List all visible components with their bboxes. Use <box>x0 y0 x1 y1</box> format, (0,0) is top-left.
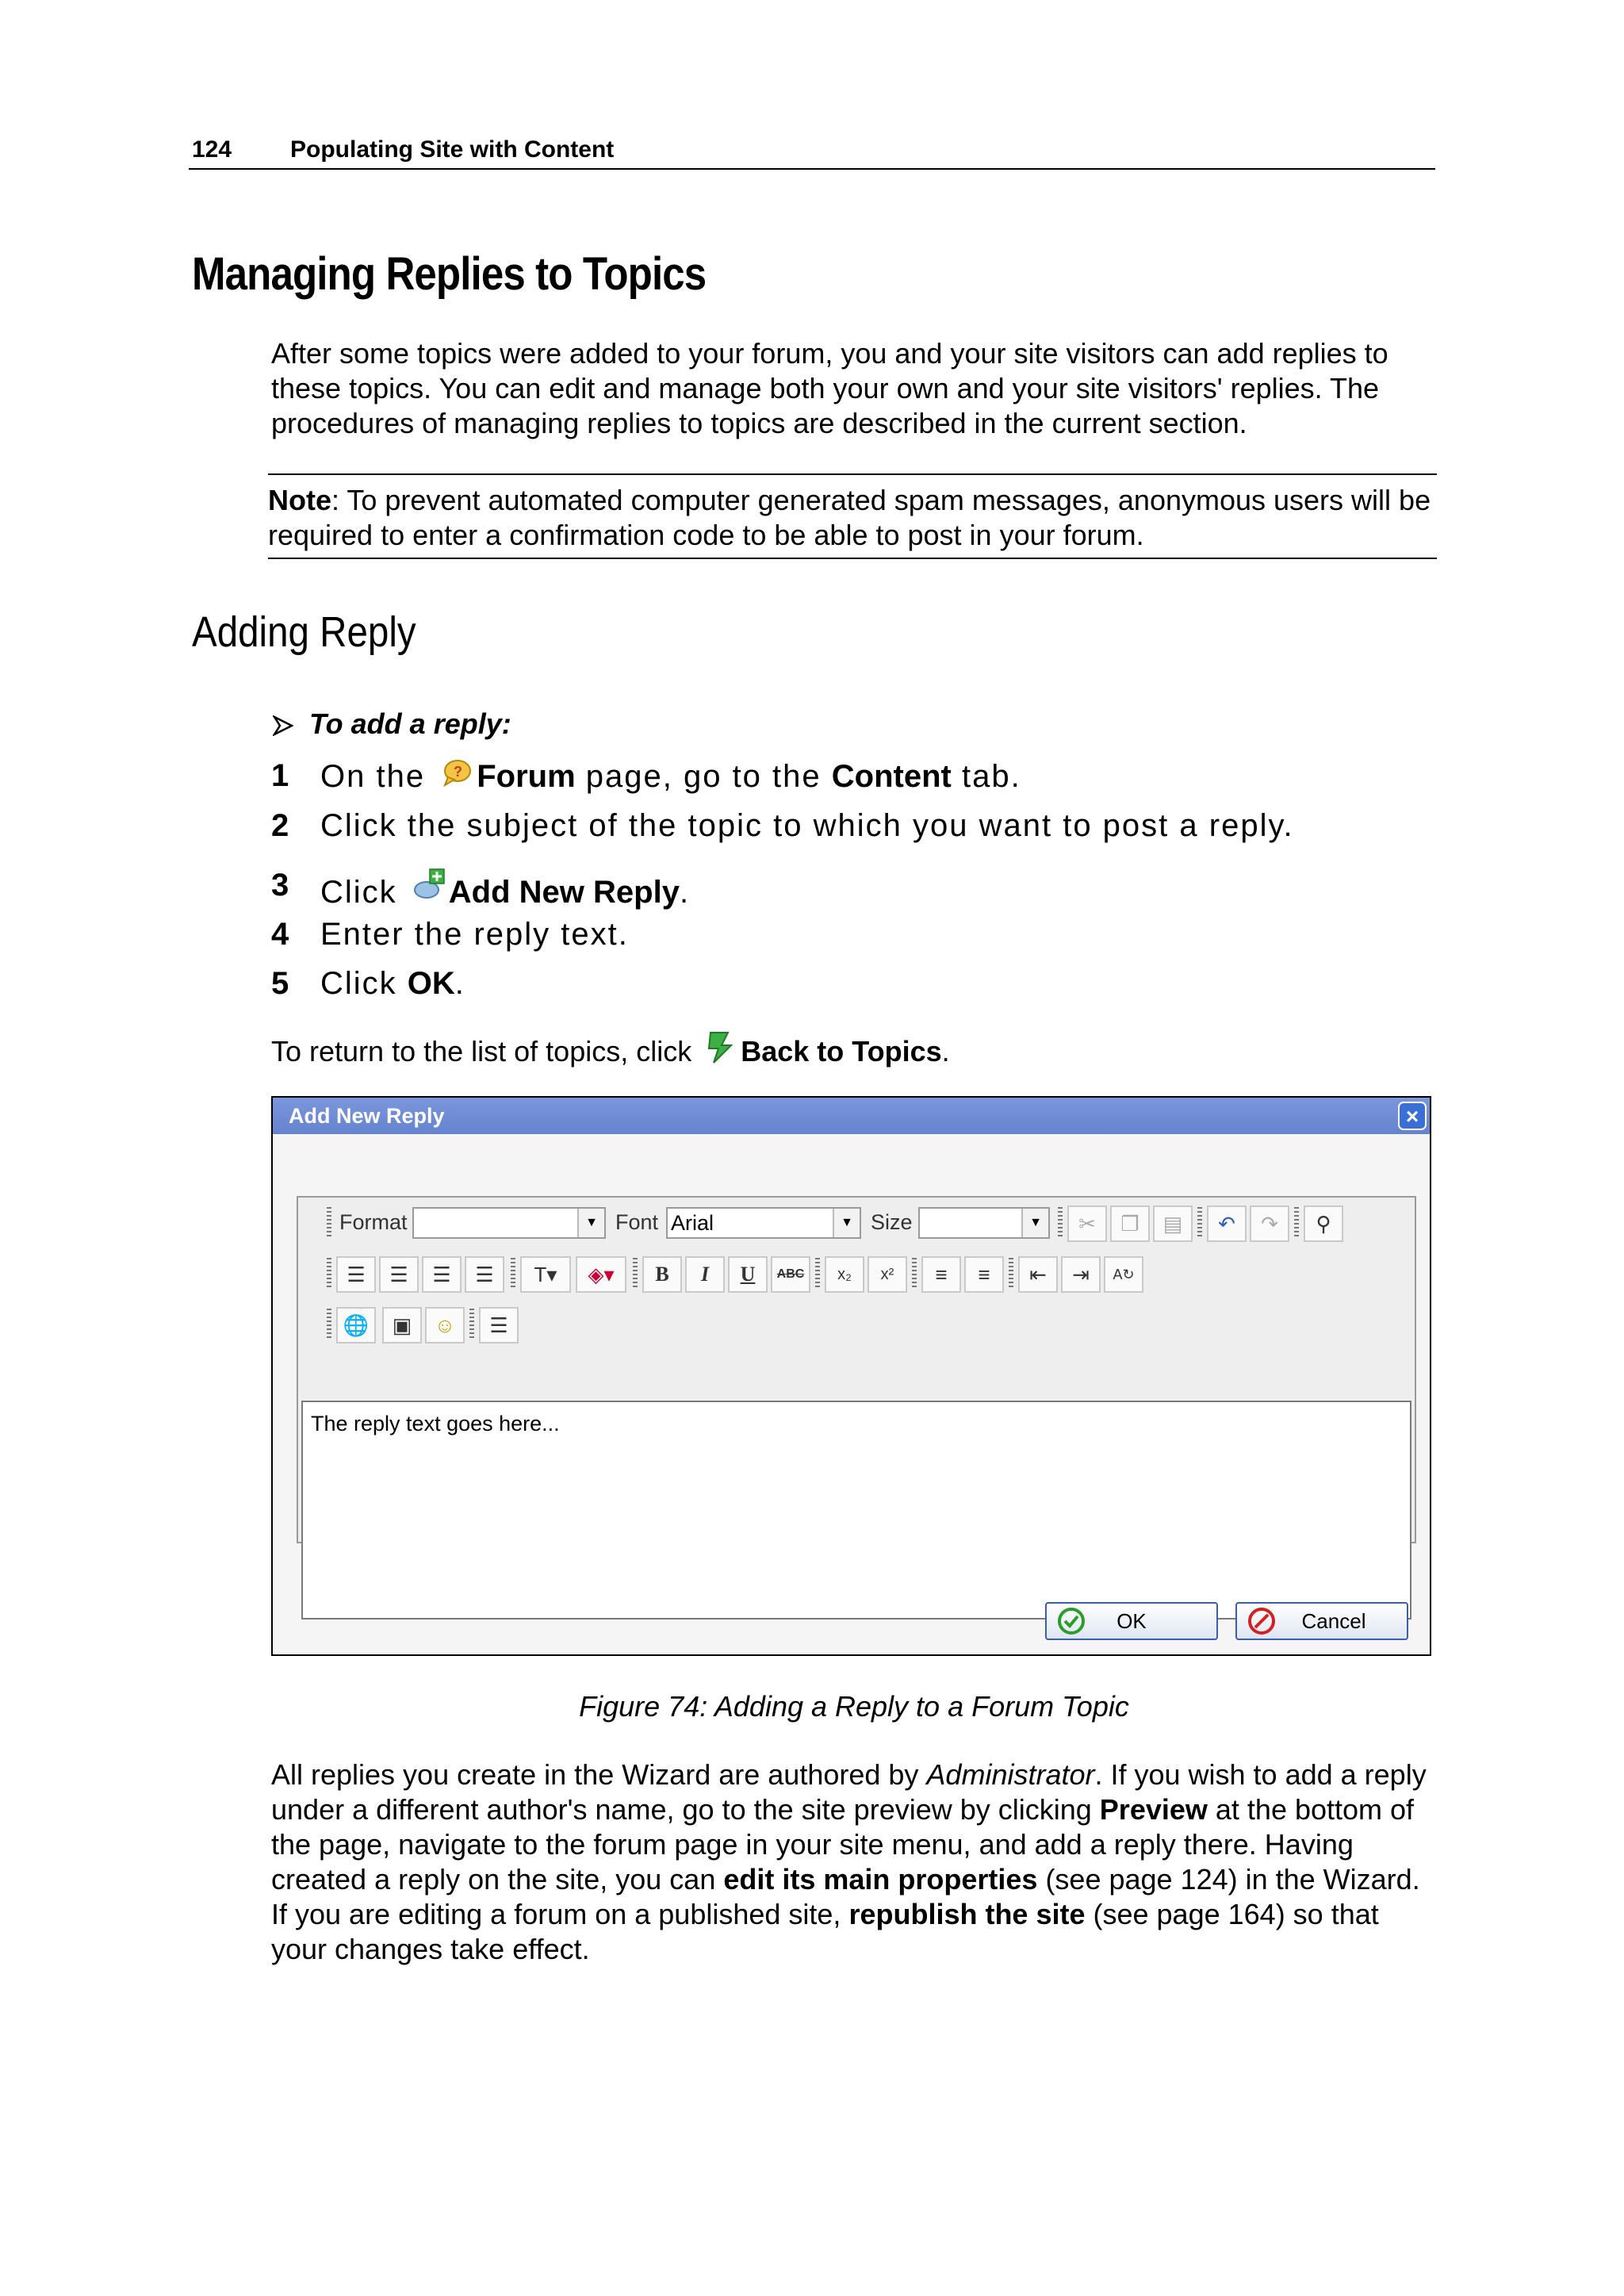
page-title: Managing Replies to Topics <box>192 248 707 300</box>
dialog-title: Add New Reply <box>289 1104 445 1128</box>
cancel-button[interactable] <box>1235 1602 1408 1640</box>
highlight-color-icon[interactable]: ◈▾ <box>576 1256 626 1293</box>
editor-text: The reply text goes here... <box>311 1412 560 1435</box>
strikethrough-icon[interactable]: ABC <box>771 1256 810 1293</box>
back-instruction <box>271 1029 950 1068</box>
image-icon[interactable]: ▣ <box>382 1307 422 1343</box>
horizontal-rule-icon[interactable]: ☰ <box>479 1307 519 1343</box>
bold-icon[interactable]: B <box>642 1256 682 1293</box>
step-text: Enter the reply text. <box>320 917 629 952</box>
step-number: 2 <box>271 808 289 843</box>
back-end: . <box>941 1035 950 1068</box>
outro-text: . If you wish to add a reply under a different author's name, go to the site preview by clicking <box>271 1758 1427 1826</box>
ok-label: OK <box>1116 1609 1147 1633</box>
indent-icon[interactable]: ⇥ <box>1061 1256 1101 1293</box>
superscript-icon[interactable]: x² <box>868 1256 907 1293</box>
outro-paragraph <box>271 1757 1437 1967</box>
step-text: . <box>454 966 465 1001</box>
back-text: To return to the list of topics, click <box>271 1035 692 1068</box>
outro-text: at the bottom of the page, navigate to the forum page in your site menu, and add a reply there. Having created a reply on the site, you can <box>271 1793 1415 1895</box>
underline-icon[interactable]: U <box>728 1256 768 1293</box>
chapter-title: Populating Site with Content <box>290 136 615 163</box>
align-right-icon[interactable]: ☰ <box>422 1256 462 1293</box>
preview-ref: Preview <box>1099 1793 1208 1826</box>
step-number: 1 <box>271 758 289 793</box>
back-to-topics-ref: Back to Topics <box>741 1035 942 1068</box>
find-icon[interactable]: ⚲ <box>1304 1205 1343 1242</box>
font-label: Font <box>615 1210 659 1234</box>
format-select[interactable] <box>412 1207 606 1239</box>
back-arrow-icon <box>704 1029 736 1061</box>
bulleted-list-icon[interactable]: ≡ <box>964 1256 1004 1293</box>
toolbar-grip[interactable] <box>1058 1207 1063 1239</box>
content-tab-ref: Content <box>831 759 952 794</box>
note-box <box>268 473 1437 559</box>
step-text: . <box>679 875 691 910</box>
cut-icon[interactable]: ✂ <box>1067 1205 1107 1242</box>
link-icon[interactable]: 🌐 <box>336 1307 376 1343</box>
administrator-ref: Administrator <box>926 1758 1095 1791</box>
intro-paragraph: After some topics were added to your forum, you and your site visitors can add replies to these topics. You can edit and manage both your own and your site visitors' replies. The procedures of managing replies to topics are described in the current section. <box>271 337 1388 439</box>
paste-icon[interactable]: ▤ <box>1153 1205 1193 1242</box>
chevron-down-icon: ▼ <box>833 1209 860 1237</box>
svg-text:?: ? <box>454 764 465 780</box>
subscript-icon[interactable]: x₂ <box>825 1256 864 1293</box>
step-number: 4 <box>271 917 289 952</box>
cancel-label: Cancel <box>1301 1609 1366 1633</box>
ok-ref: OK <box>407 966 455 1001</box>
dialog-title-bar <box>273 1098 1430 1134</box>
step-text: page, go to the <box>575 759 832 794</box>
smiley-icon[interactable]: ☺ <box>425 1307 465 1343</box>
redo-icon[interactable]: ↷ <box>1250 1205 1289 1242</box>
chevron-down-icon: ▼ <box>577 1209 604 1237</box>
toolbar-grip[interactable] <box>327 1258 331 1290</box>
step-text: On the <box>320 759 426 794</box>
format-label: Format <box>339 1210 408 1234</box>
forum-icon <box>440 758 472 790</box>
step-number: 5 <box>271 966 289 1001</box>
toolbar-grip[interactable] <box>1294 1207 1299 1239</box>
page-number: 124 <box>192 136 232 163</box>
procedure-title: To add a reply: <box>309 707 511 740</box>
toolbar-grip[interactable] <box>469 1309 474 1340</box>
toolbar-grip[interactable] <box>327 1309 331 1340</box>
step-text: Click the subject of the topic to which you want to post a reply. <box>320 808 1294 843</box>
toolbar-row-1 <box>320 1201 1415 1245</box>
text-color-icon[interactable]: T▾ <box>520 1256 571 1293</box>
align-justify-icon[interactable]: ☰ <box>465 1256 504 1293</box>
toolbar-grip[interactable] <box>633 1258 638 1290</box>
outro-text: All replies you create in the Wizard are authored by <box>271 1758 927 1791</box>
edit-properties-link[interactable]: edit its main properties <box>723 1863 1038 1895</box>
size-select[interactable] <box>918 1207 1050 1239</box>
add-reply-icon <box>412 868 444 899</box>
outro-text: (see page 164) so that your changes take effect. <box>271 1898 1379 1965</box>
ok-button[interactable] <box>1045 1602 1218 1640</box>
outdent-icon[interactable]: ⇤ <box>1018 1256 1058 1293</box>
step-number: 3 <box>271 868 289 903</box>
toolbar-grip[interactable] <box>815 1258 820 1290</box>
editor-area <box>297 1196 1416 1543</box>
align-center-icon[interactable]: ☰ <box>379 1256 419 1293</box>
step-text: Click <box>320 875 397 910</box>
chevron-down-icon: ▼ <box>1021 1209 1048 1237</box>
step-text: tab. <box>951 759 1021 794</box>
toolbar-grip[interactable] <box>327 1207 331 1239</box>
size-label: Size <box>871 1210 913 1234</box>
note-label: Note <box>268 484 331 516</box>
toolbar-grip[interactable] <box>1197 1207 1202 1239</box>
section-heading: Adding Reply <box>192 608 416 656</box>
font-select[interactable] <box>666 1207 861 1239</box>
font-value: Arial <box>671 1211 714 1235</box>
toolbar-row-3 <box>320 1302 638 1347</box>
header-rule <box>189 168 1435 170</box>
toolbar-row-2 <box>320 1251 1415 1296</box>
italic-icon[interactable]: I <box>685 1256 725 1293</box>
reply-text-editor[interactable] <box>301 1401 1411 1619</box>
forum-link: Forum <box>477 759 576 794</box>
toolbar-grip[interactable] <box>912 1258 917 1290</box>
toolbar-grip[interactable] <box>511 1258 515 1290</box>
undo-icon[interactable]: ↶ <box>1207 1205 1247 1242</box>
add-new-reply-ref: Add New Reply <box>448 875 680 910</box>
figure-caption: Figure 74: Adding a Reply to a Forum Topic <box>579 1690 1129 1723</box>
outro-text: (see page 124) in the Wizard. If you are editing a forum on a published site, <box>271 1863 1420 1930</box>
close-button[interactable]: × <box>1398 1102 1427 1130</box>
procedure-heading <box>273 707 511 741</box>
copy-icon[interactable]: ❐ <box>1110 1205 1150 1242</box>
add-new-reply-dialog <box>271 1096 1431 1656</box>
align-left-icon[interactable]: ☰ <box>336 1256 376 1293</box>
step-text: Click <box>320 966 408 1001</box>
arrow-bullet-icon <box>273 707 301 741</box>
republish-site-link[interactable]: republish the site <box>848 1898 1086 1930</box>
note-text: : To prevent automated computer generated spam messages, anonymous users will be required to enter a confirmation code to be able to post in your forum. <box>268 484 1431 551</box>
toolbar-grip[interactable] <box>1009 1258 1013 1290</box>
numbered-list-icon[interactable]: ≡ <box>921 1256 961 1293</box>
convert-case-icon[interactable]: A↻ <box>1104 1256 1143 1293</box>
